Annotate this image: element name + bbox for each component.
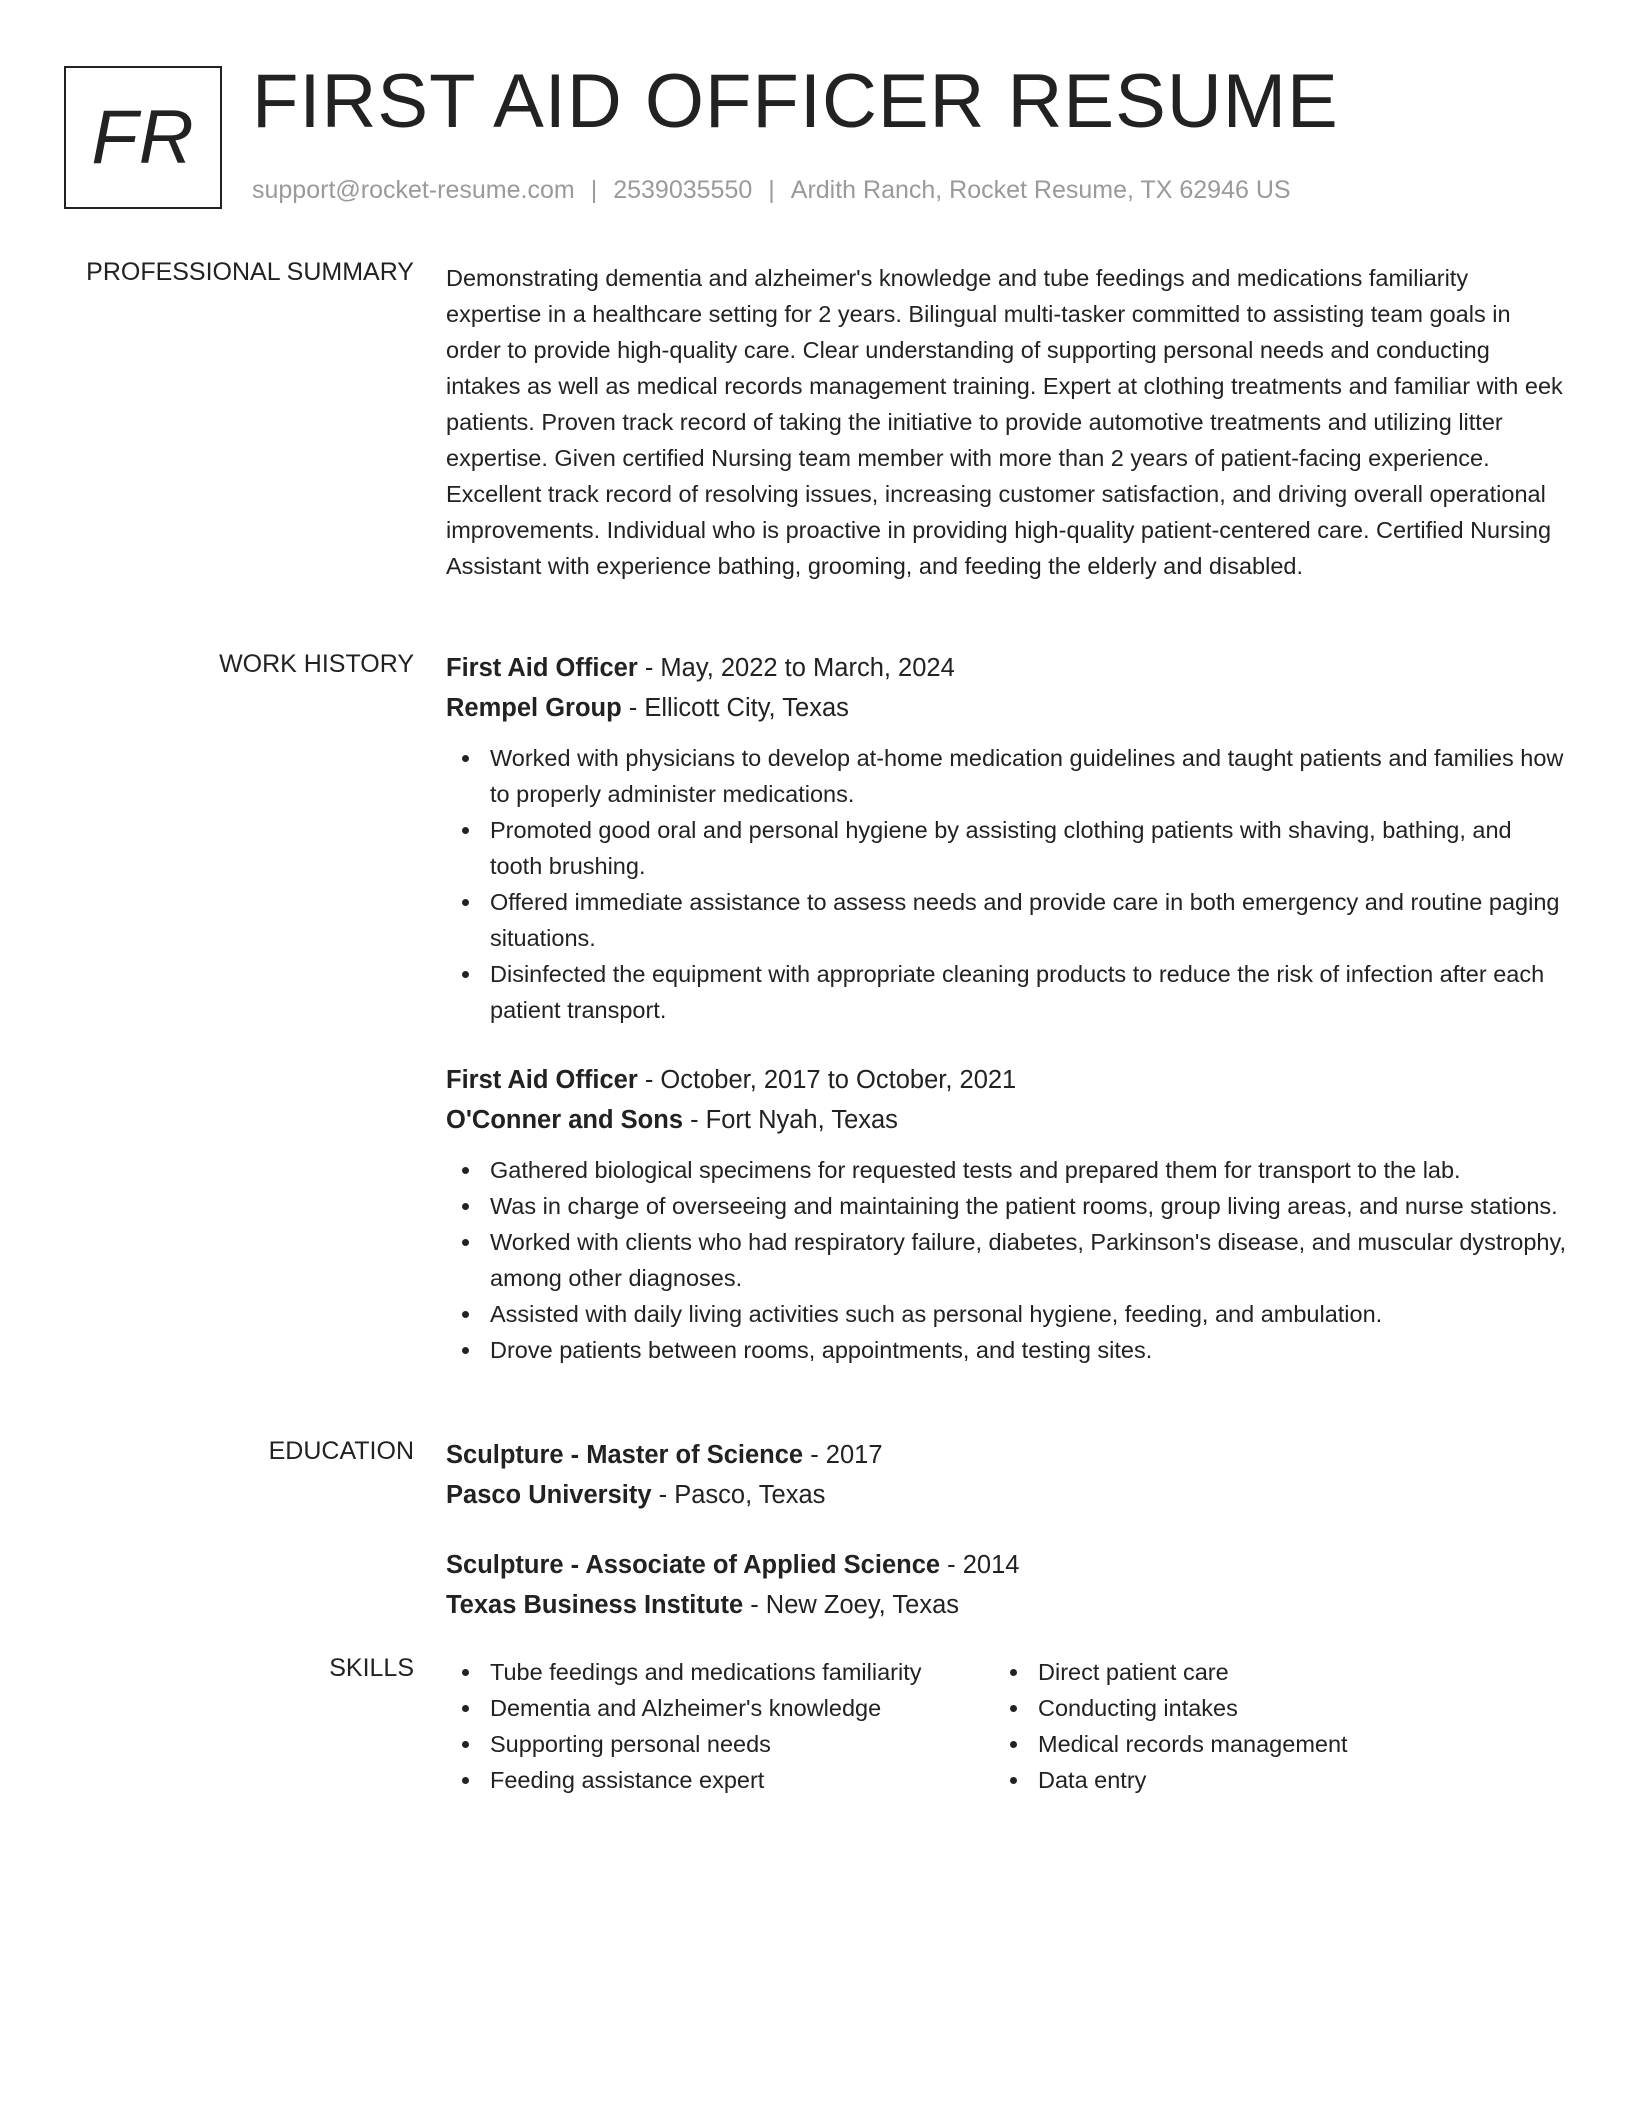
degree-line <box>446 1545 1566 1585</box>
skills-column-right <box>994 1654 1542 1798</box>
school-location: - Pasco, Texas <box>651 1481 826 1509</box>
summary-heading: PROFESSIONAL SUMMARY <box>86 258 414 286</box>
skills-columns <box>446 1654 1566 1798</box>
job-bullet: Was in charge of overseeing and maintaining the patient rooms, group living areas, and nurse stations. <box>446 1188 1566 1224</box>
contact-line <box>252 176 1291 205</box>
monogram-initials: FR <box>91 95 195 180</box>
skills-column-left <box>446 1654 994 1798</box>
job-location: - Fort Nyah, Texas <box>683 1106 898 1134</box>
job-dates: - May, 2022 to March, 2024 <box>637 654 955 682</box>
skills-list-right <box>994 1654 1542 1798</box>
job-bullet: Gathered biological specimens for requested tests and prepared them for transport to the lab. <box>446 1152 1566 1188</box>
education-list <box>446 1435 1566 1655</box>
work-history-heading: WORK HISTORY <box>219 650 414 678</box>
job-bullets <box>446 1152 1566 1368</box>
school-name: Pasco University <box>446 1481 652 1509</box>
school-line <box>446 1475 1566 1515</box>
job-title-line <box>446 648 1566 688</box>
skill-item: Feeding assistance expert <box>446 1762 994 1798</box>
job-bullet: Promoted good oral and personal hygiene by assisting clothing patients with shaving, bathing, and tooth brushing. <box>446 812 1566 884</box>
school-name: Texas Business Institute <box>446 1591 744 1619</box>
skill-item: Medical records management <box>994 1726 1542 1762</box>
contact-separator: | <box>768 176 775 204</box>
contact-separator: | <box>590 176 598 204</box>
job-company-line <box>446 1100 1566 1140</box>
degree-line <box>446 1435 1566 1475</box>
school-location: - New Zoey, Texas <box>743 1591 960 1619</box>
skill-item: Dementia and Alzheimer's knowledge <box>446 1690 994 1726</box>
contact-phone: 2539035550 <box>613 176 753 204</box>
job-location: - Ellicott City, Texas <box>621 694 849 722</box>
job-bullet: Drove patients between rooms, appointments, and testing sites. <box>446 1332 1566 1368</box>
job-dates: - October, 2017 to October, 2021 <box>637 1066 1017 1094</box>
skills-list-left <box>446 1654 994 1798</box>
job-bullet: Disinfected the equipment with appropriate cleaning products to reduce the risk of infection after each patient transport. <box>446 956 1566 1028</box>
job-entry <box>446 648 1566 1028</box>
resume-title: FIRST AID OFFICER RESUME <box>252 59 1339 144</box>
skill-item: Data entry <box>994 1762 1542 1798</box>
job-bullet: Worked with physicians to develop at-home medication guidelines and taught patients and families how to properly administer medications. <box>446 740 1566 812</box>
education-entry <box>446 1435 1566 1515</box>
monogram-box <box>64 66 222 209</box>
skill-item: Direct patient care <box>994 1654 1542 1690</box>
job-title: First Aid Officer <box>446 1066 638 1094</box>
school-line <box>446 1585 1566 1625</box>
job-title: First Aid Officer <box>446 654 638 682</box>
job-company: O'Conner and Sons <box>446 1106 683 1134</box>
contact-address: Ardith Ranch, Rocket Resume, TX 62946 US <box>790 176 1291 204</box>
jobs-list <box>446 648 1566 1400</box>
job-company-line <box>446 688 1566 728</box>
job-bullet: Offered immediate assistance to assess needs and provide care in both emergency and routine paging situations. <box>446 884 1566 956</box>
degree-year: - 2014 <box>940 1551 1020 1579</box>
job-company: Rempel Group <box>446 694 622 722</box>
job-bullets <box>446 740 1566 1028</box>
education-entry <box>446 1545 1566 1625</box>
degree-name: Sculpture - Associate of Applied Science <box>446 1551 941 1579</box>
skill-item: Supporting personal needs <box>446 1726 994 1762</box>
summary-text: Demonstrating dementia and alzheimer's knowledge and tube feedings and medications familiarity expertise in a healthcare setting for 2 years. Bilingual multi-tasker committed to assisting team goals in order to provide high-quality care. Clear understanding of supporting personal needs and conducting intakes as well as medical records management training. Expert at clothing treatments and familiar with eek patients. Proven track record of taking the initiative to provide automotive treatments and utilizing litter expertise. Given certified Nursing team member with more than 2 years of patient-facing experience. Excellent track record of resolving issues, increasing customer satisfaction, and driving overall operational improvements. Individual who is proactive in providing high-quality patient-centered care. Certified Nursing Assistant with experience bathing, grooming, and feeding the elderly and disabled. <box>446 265 1563 579</box>
skills-heading: SKILLS <box>329 1654 414 1682</box>
skill-item: Conducting intakes <box>994 1690 1542 1726</box>
contact-email: support@rocket-resume.com <box>252 176 575 204</box>
job-title-line <box>446 1060 1566 1100</box>
degree-name: Sculpture - Master of Science <box>446 1441 804 1469</box>
skill-item: Tube feedings and medications familiarity <box>446 1654 994 1690</box>
degree-year: - 2017 <box>803 1441 883 1469</box>
job-entry <box>446 1060 1566 1368</box>
education-heading: EDUCATION <box>268 1437 414 1465</box>
job-bullet: Assisted with daily living activities such as personal hygiene, feeding, and ambulation. <box>446 1296 1566 1332</box>
job-bullet: Worked with clients who had respiratory failure, diabetes, Parkinson's disease, and muscular dystrophy, among other diagnoses. <box>446 1224 1566 1296</box>
